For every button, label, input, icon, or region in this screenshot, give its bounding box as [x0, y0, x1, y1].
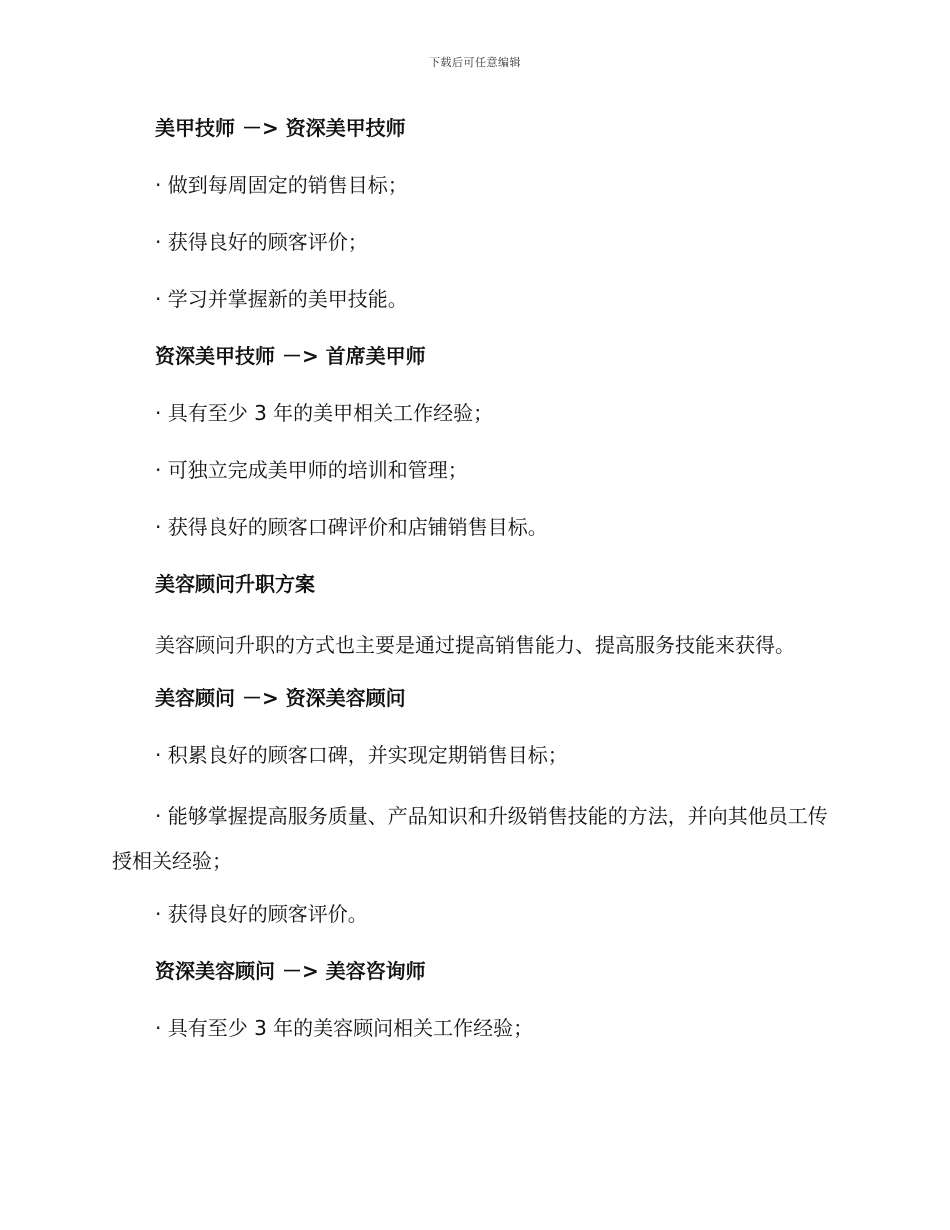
bullet-item: · 积累良好的顾客口碑，并实现定期销售目标；: [155, 743, 568, 767]
section-heading: 资深美甲技师 －> 首席美甲师: [155, 344, 426, 368]
section-heading: 美甲技师 －> 资深美甲技师: [155, 116, 406, 140]
document-body: [112, 110, 832, 1067]
body-paragraph: 美容顾问升职的方式也主要是通过提高销售能力、提高服务技能来获得。: [155, 633, 795, 657]
bullet-item: · 具有至少 3 年的美甲相关工作经验；: [155, 401, 494, 425]
bullet-item: · 做到每周固定的销售目标；: [155, 173, 408, 197]
bullet-item: · 获得良好的顾客评价。: [155, 902, 368, 926]
section-heading: 美容顾问 －> 资深美容顾问: [155, 686, 406, 710]
page-header: 下载后可任意编辑: [429, 56, 521, 69]
bullet-item: · 具有至少 3 年的美容顾问相关工作经验；: [155, 1016, 534, 1040]
bullet-item: · 获得良好的顾客口碑评价和店铺销售目标。: [155, 515, 548, 539]
section-heading: 资深美容顾问 －> 美容咨询师: [155, 959, 426, 983]
bullet-item: · 获得良好的顾客评价；: [155, 230, 368, 254]
bullet-item: · 可独立完成美甲师的培训和管理；: [155, 458, 468, 482]
section-heading: 美容顾问升职方案: [155, 572, 315, 596]
bullet-item: · 学习并掌握新的美甲技能。: [155, 287, 408, 311]
bullet-item: · 能够掌握提高服务质量、产品知识和升级销售技能的方法，并向其他员工传授相关经验；: [112, 804, 828, 873]
